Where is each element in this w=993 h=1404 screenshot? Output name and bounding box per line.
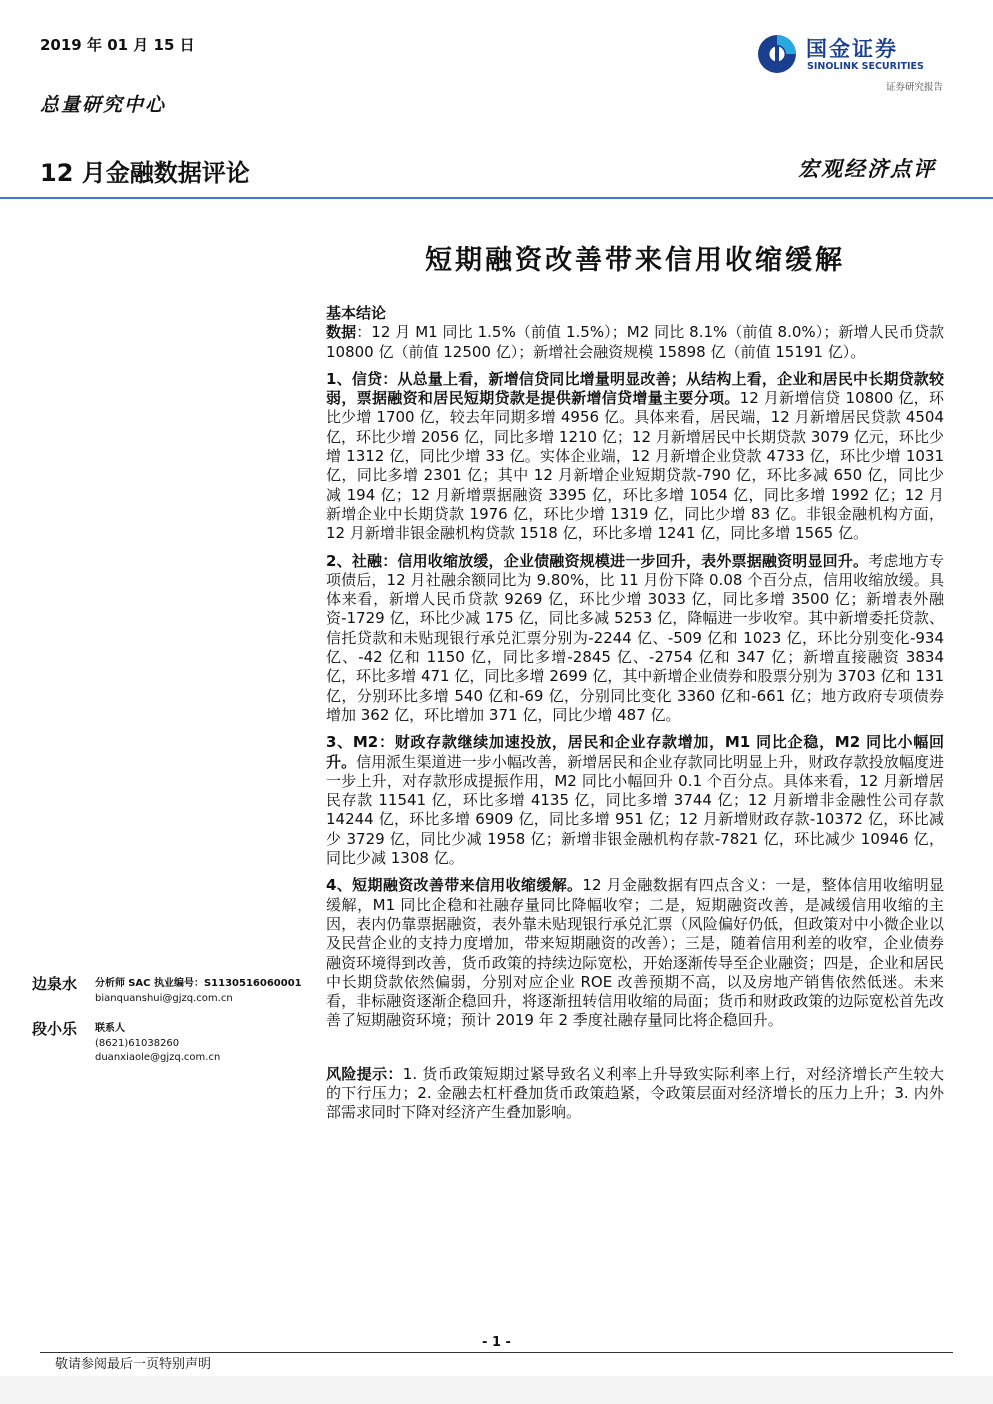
paragraph-social-financing: [326, 552, 944, 726]
paragraph-social-financing-text: 考虑地方专项债后，12 月社融余额同比为 9.80%，比 11 月份下降 0.08 个百分点，信用收缩放缓。具体来看，新增人民币贷款 9269 亿，环比少增 3033 亿，同比多增 3500 亿；新增表外融资-1729 亿，环比少减 175 亿，同比多减 5253 亿，降幅进一步收窄。其中新增委托贷款、信托贷款和未贴现银行承兑汇票分别为-2244 亿、-509 亿和 1023 亿，环比分别变化-934 亿、-42 亿和 1150 亿，同比多增-2845 亿、-2754 亿和 347 亿；新增直接融资 3834 亿，环比多增 471 亿，同比多增 2699 亿，其中新增企业债券和股票分别为 3703 亿和 131 亿，分别环比多增 540 亿和-69 亿，分别同比变化 3360 亿和-661 亿；地方政府专项债券增加 362 亿，环比增加 371 亿，同比少增 487 亿。: [326, 551, 944, 724]
paragraph-m2-lead: 3、M2：财政存款继续加速投放，居民和企业存款增加，M1 同比企稳，M2 同比小幅回升。: [326, 733, 944, 771]
risk-warning-text: 1. 货币政策短期过紧导致名义利率上升导致实际利率上行，对经济增长产生较大的下行压力；2. 金融去杠杆叠加货币政策趋紧，令政策层面对经济增长的压力上升；3. 内外部需求同时下降对经济产生叠加影响。: [326, 1064, 944, 1122]
author-name: 边泉水: [32, 975, 78, 993]
risk-warning: [326, 1065, 944, 1123]
risk-warning-lead: 风险提示：: [326, 1064, 403, 1083]
section-heading: 基本结论: [326, 304, 387, 322]
paragraph-credit-lead: 1、信贷：从总量上看，新增信贷同比增量明显改善；从结构上看，企业和居民中长期贷款较弱，票据融资和居民短期贷款是提供新增信贷增量主要分项。: [326, 369, 944, 408]
author-phone: (8621)61038260: [95, 1037, 180, 1049]
paragraph-m2-text: 信用派生渠道进一步小幅改善，新增居民和企业存款同比明显上升，财政存款投放幅度进一步上升，对存款形成提振作用，M2 同比小幅回升 0.1 个百分点。具体来看，12 月新增居民存款 11541 亿，环比多增 4135 亿，同比多增 3744 亿；12 月新增非金融性公司存款 14244 亿，环比多增 6909 亿，同比多增 951 亿；12 月新增财政存款-10372 亿，环比减少 3729 亿，同比少减 1958 亿；新增非银金融机构存款-7821 亿，环比减少 10946 亿，同比少减 1308 亿。: [326, 752, 944, 868]
report-type: 宏观经济点评: [798, 157, 936, 181]
report-date: 2019 年 01 月 15 日: [40, 36, 195, 54]
author-card: [32, 977, 317, 1017]
header-divider: [0, 197, 993, 199]
data-text: ：12 月 M1 同比 1.5%（前值 1.5%）；M2 同比 8.1%（前值 8.0%）；新增人民币贷款 10800 亿（前值 12500 亿）；新增社会融资规模 15898 亿（前值 15191 亿）。: [326, 323, 944, 361]
conclusion-section: [326, 304, 944, 362]
company-logo: [756, 33, 946, 77]
author-name: 段小乐: [32, 1020, 78, 1038]
author-role: 联系人: [95, 1023, 125, 1034]
author-info: [95, 1022, 220, 1066]
paragraph-summary-text: 12 月金融数据有四点含义：一是，整体信用收缩明显缓解，M1 同比企稳和社融存量同比降幅收窄；二是，短期融资改善，是减缓信用收缩的主因，表内仍靠票据融资，表外靠未贴现银行承兑汇票（风险偏好仍低，但政策对中小微企业以及民营企业的支持力度增加，带来短期融资的改善）；三是，随着信用利差的收窄，企业债券融资环境得到改善，货币政策的持续边际宽松，开始逐渐传导至企业融资；四是，企业和居民中长期贷款依然偏弱，分别对应企业 ROE 改善预期不高，以及房地产销售依然低迷。未来看，非标融资逐渐企稳回升，将逐渐扭转信用收缩的局面；货币和财政政策的边际宽松首先改善了短期融资环境；预计 2019 年 2 季度社融存量同比将企稳回升。: [326, 876, 944, 1030]
footer-bar: [0, 1376, 993, 1404]
author-card: [32, 1022, 317, 1082]
report-title: 12 月金融数据评论: [40, 159, 250, 187]
author-email[interactable]: bianquanshui@gjzq.com.cn: [95, 992, 233, 1004]
footer-disclaimer: 敬请参阅最后一页特别声明: [55, 1357, 212, 1372]
author-info: [95, 977, 302, 1006]
paragraph-credit: [326, 370, 944, 544]
page-number: - 1 -: [482, 1335, 511, 1350]
author-email[interactable]: duanxiaole@gjzq.com.cn: [95, 1052, 221, 1063]
author-role: 分析师: [95, 978, 125, 989]
paragraph-summary: [326, 876, 944, 1030]
logo-name-en: SINOLINK SECURITIES: [807, 61, 924, 72]
author-sac-label: SAC 执业编号：: [128, 978, 204, 989]
logo-mark-icon: [756, 33, 798, 75]
data-label: 数据: [326, 323, 357, 342]
logo-name-cn: 国金证券: [806, 37, 898, 61]
paragraph-m2: [326, 733, 944, 868]
paragraph-credit-text: 12 月新增信贷 10800 亿，环比少增 1700 亿，较去年同期多增 4956 亿。具体来看，居民端，12 月新增居民贷款 4504 亿，环比少增 2056 亿，同比多增 1210 亿；12 月新增居民中长期贷款 3079 亿元，环比少增 1312 亿，同比少增 33 亿。实体企业端，12 月新增企业贷款 4733 亿，环比少增 1031 亿，同比多增 2301 亿；其中 12 月新增企业短期贷款-790 亿，环比多减 650 亿，同比少减 194 亿；12 月新增票据融资 3395 亿，环比多增 1054 亿，同比多增 1992 亿；12 月新增企业中长期贷款 1976 亿，环比少增 1319 亿，同比少增 83 亿。非银金融机构方面，12 月新增非银金融机构贷款 1518 亿，环比多增 1241 亿，同比多增 1565 亿。: [326, 389, 944, 543]
headline: 短期融资改善带来信用收缩缓解: [425, 245, 845, 276]
report-body: [326, 304, 944, 1131]
author-sac-number: S1130516060001: [203, 978, 302, 989]
paragraph-summary-lead: 4、短期融资改善带来信用收缩缓解。: [326, 876, 583, 895]
department-name: 总量研究中心: [40, 94, 167, 116]
logo-subtitle: 证券研究报告: [885, 82, 943, 93]
paragraph-social-financing-lead: 2、社融：信用收缩放缓，企业债融资规模进一步回升，表外票据融资明显回升。: [326, 551, 869, 570]
